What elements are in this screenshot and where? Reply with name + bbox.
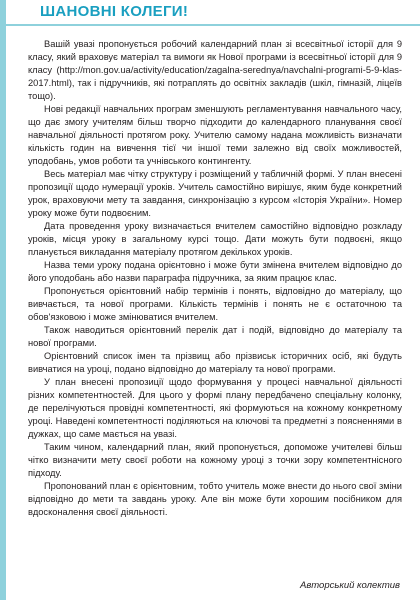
paragraph-conclusion: Таким чином, календарний план, який пропонується, допоможе учителеві більш чітко визначити мету своєї роботи на кожному уроці з точки зору компетентнісного підходу. xyxy=(28,442,402,478)
paragraph-lesson-topic: Назва теми уроку подана орієнтовно і може бути змінена вчителем відповідно до його уподобань або назви параграфа підручника, за яким працює клас. xyxy=(28,260,402,283)
paragraph-lesson-date: Дата проведення уроку визначається вчителем самостійно відповідно розкладу уроків, місця уроку в загальному курсі тощо. Дати можуть бути подвоєні, якщо планується викладання матеріалу протягом декількох уроків. xyxy=(28,221,402,257)
letter-body xyxy=(28,38,402,519)
paragraph-terms: Пропонується орієнтовний набір термінів і понять, відповідно до матеріалу, що вивчається, та нової програми. Кількість термінів і понять не є остаточною та обов'язковою і може змінюватися вчителем. xyxy=(28,286,402,322)
paragraph-intro: Вашій увазі пропонується робочий календарний план зі всесвітньої історії для 9 класу, який враховує матеріал та вимоги як Нової програми із всесвітньої історії для 9 класу (http://mon.gov.ua/activity/education/zagalna-serednya/navchalni-programi-5-9-klas-2017.html), так і підручників, які потраплять до освітніх закладів (шкіл, гімназій, ліцеїв тощо). xyxy=(28,39,402,101)
paragraph-final: Пропонований план є орієнтовним, тобто учитель може внести до нього свої зміни відповідно до мети та завдань уроку. Але він може бути хорошим посібником для вдосконалення своєї діяльності. xyxy=(28,481,402,517)
header-divider xyxy=(6,24,420,26)
page-title: ШАНОВНІ КОЛЕГИ! xyxy=(40,3,189,20)
paragraph-names: Орієнтовний список імен та прізвищ або прізвиськ історичних осіб, які будуть вивчатися на уроці, подано відповідно до матеріалу та нової програми. xyxy=(28,351,402,374)
left-accent-bar xyxy=(0,0,6,600)
paragraph-structure: Весь матеріал має чітку структуру і розміщений у табличній формі. У план внесені пропозиції щодо нумерації уроків. Учитель самостійно вирішує, яким буде конкретний урок, враховуючи мету та завдання, синхронізацію з курсом «Історія України». Номер уроку може бути подвоєним. xyxy=(28,169,402,218)
page-header xyxy=(6,0,420,24)
author-signature: Авторський колектив xyxy=(300,580,400,591)
paragraph-programs: Нові редакції навчальних програм зменшують регламентування навчального часу, що дає змогу учителям більш творчо підходити до календарного планування своєї навчальної діяльності протягом року. Учителю самому надана можливість визначати кількість годин на вивчення тієї чи іншої теми залежно від своїх можливостей, уподобань, умов роботи та учнівського контингенту. xyxy=(28,104,402,166)
paragraph-competences: У план внесені пропозиції щодо формування у процесі навчальної діяльності різних компетентностей. Для цього у формі плану передбачено спеціальну колонку, де перелічуються провідні компетентності, які формуються на кожному конкретному уроці. Наведені компетентності поділяються на ключові та предметні з поясненнями в дужках, що саме мається на увазі. xyxy=(28,377,402,439)
paragraph-dates: Також наводиться орієнтовний перелік дат і подій, відповідно до матеріалу та нової програми. xyxy=(28,325,402,348)
